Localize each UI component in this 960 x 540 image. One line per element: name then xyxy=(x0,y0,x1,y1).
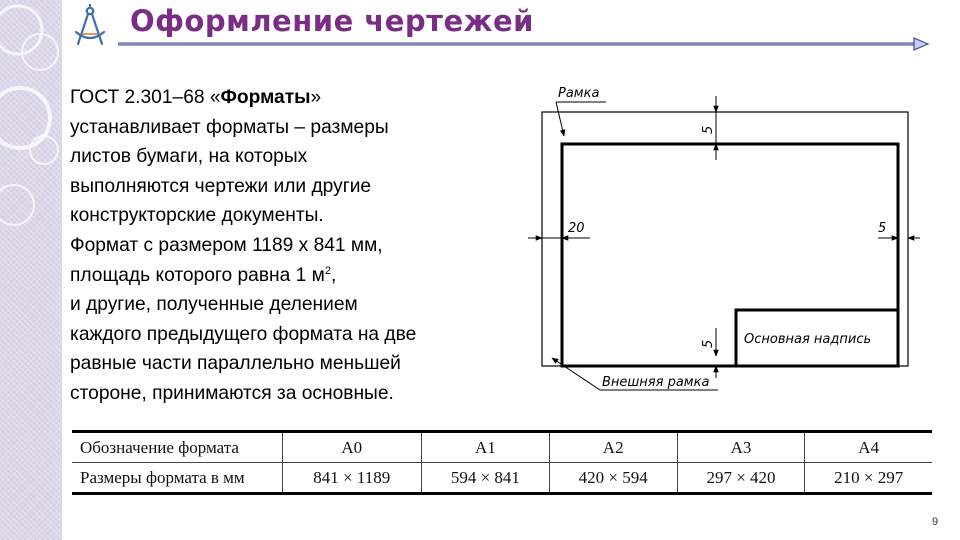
table-row xyxy=(72,463,932,494)
text-line: стороне, принимаются за основные. xyxy=(70,382,394,404)
table-cell: 297 × 420 xyxy=(677,463,805,494)
table-cell: А0 xyxy=(282,432,422,463)
text-line: равные части параллельно меньшей xyxy=(70,353,401,375)
table-cell: 210 × 297 xyxy=(805,463,932,494)
table-cell: А4 xyxy=(805,432,932,463)
text-fragment: площадь которого равна 1 м xyxy=(70,264,325,286)
dim-top-value: 5 xyxy=(701,125,716,134)
text-line: выполняются чертежи или другие xyxy=(70,175,372,197)
title-underline-arrow xyxy=(118,36,930,52)
text-line xyxy=(70,83,518,113)
dim-right-value: 5 xyxy=(878,221,887,236)
text-line: устанавливает форматы – размеры xyxy=(70,116,389,138)
outer-frame-label: Внешняя рамка xyxy=(602,375,710,390)
text-fragment: , xyxy=(330,264,337,286)
page-number: 9 xyxy=(932,516,939,528)
table-cell: Размеры формата в мм xyxy=(72,463,282,494)
text-line: и другие, полученные делением xyxy=(70,294,358,316)
table-cell: А2 xyxy=(549,432,677,463)
text-line: каждого предыдущего формата на две xyxy=(70,323,417,345)
table-cell: 594 × 841 xyxy=(422,463,550,494)
dim-left-value: 20 xyxy=(568,221,585,236)
left-decorative-strip xyxy=(0,0,62,540)
text-line xyxy=(70,261,518,291)
text-line: конструкторские документы. xyxy=(70,205,324,227)
bold-term-formats: Форматы xyxy=(220,87,311,108)
table-row xyxy=(72,432,932,463)
formats-table xyxy=(72,430,932,495)
superscript: 2 xyxy=(324,264,331,277)
frame-label: Рамка xyxy=(558,86,600,101)
page-title: Оформление чертежей xyxy=(130,4,535,38)
table-cell: А3 xyxy=(677,432,805,463)
compass-logo-icon xyxy=(70,4,110,50)
title-block-label: Основная надпись xyxy=(744,332,872,347)
table-cell: Обозначение формата xyxy=(80,437,239,457)
decorative-circles xyxy=(0,0,62,540)
table-cell: А1 xyxy=(422,432,550,463)
gost-description xyxy=(70,83,518,409)
text-line: Формат с размером 1189 х 841 мм, xyxy=(70,234,383,256)
outer-frame-leader xyxy=(552,358,600,390)
outer-frame xyxy=(542,112,908,366)
table-cell: 841 × 1189 xyxy=(282,463,422,494)
table-cell: 420 × 594 xyxy=(549,463,677,494)
text-fragment: » xyxy=(310,87,322,108)
text-line: листов бумаги, на которых xyxy=(70,146,308,168)
dim-bottom-value: 5 xyxy=(701,339,716,348)
sheet-format-drawing xyxy=(528,78,920,398)
text-fragment: ГОСТ 2.301–68 « xyxy=(70,87,221,108)
